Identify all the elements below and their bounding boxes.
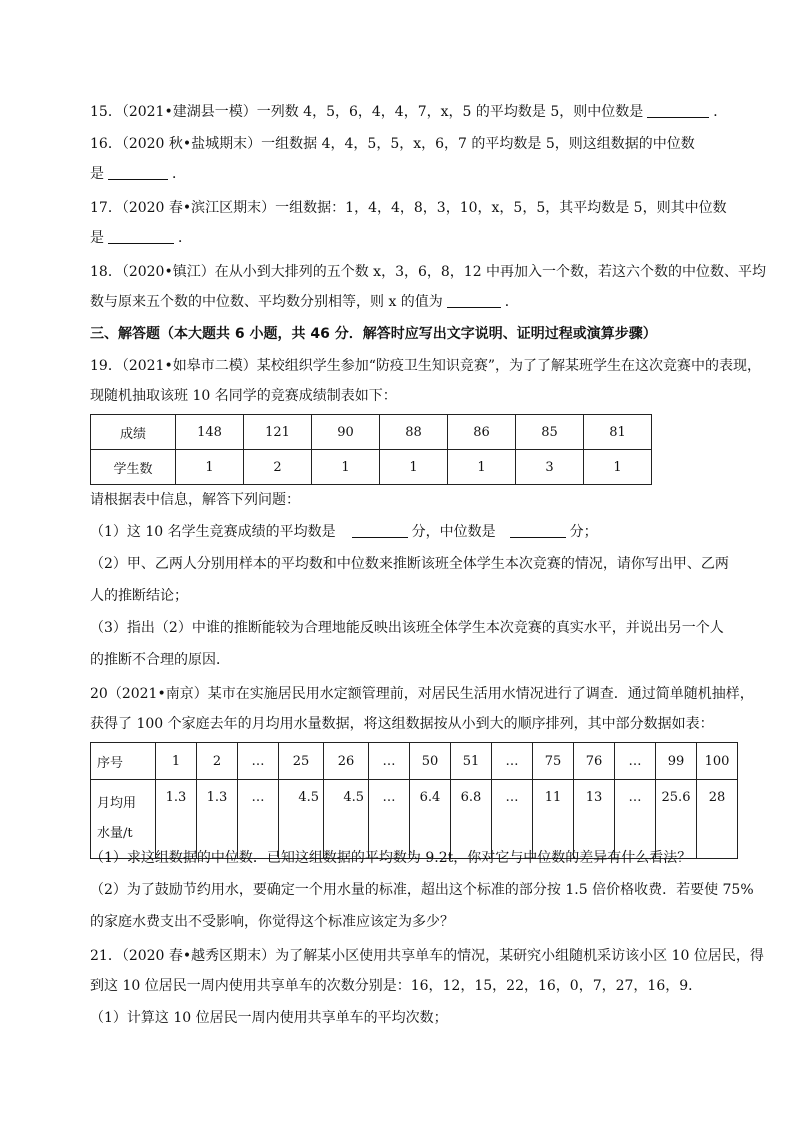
question-source: （2020 春•滨江区期末）	[121, 200, 276, 216]
question-20-part2: （2）为了鼓励节约用水，要确定一个用水量的标准，超出这个标准的部分按 1.5 倍价格收费．若要使 75%	[90, 882, 754, 898]
question-text: 某市在实施居民用水定额管理前，对居民生活用水情况进行了调查．通过简单随机抽样，	[207, 686, 754, 702]
question-source: （2021•如皋市二模）	[121, 358, 257, 374]
question-19-part3: （3）指出（2）中谁的推断能较为合理地能反映出该班全体学生本次竞赛的真实水平，并说出另一个人	[90, 620, 724, 636]
question-end: ．	[504, 294, 519, 310]
question-19-intro: 请根据表中信息，解答下列问题：	[90, 492, 300, 508]
answer-blank[interactable]	[352, 523, 408, 538]
answer-blank[interactable]	[108, 165, 168, 180]
question-text: 是	[90, 166, 104, 182]
question-source: （2020 春•越秀区期末）	[121, 948, 276, 964]
question-number: 19．	[90, 358, 122, 374]
question-15	[90, 102, 727, 122]
table-cell: 148	[176, 415, 244, 450]
header-text: 月均用	[97, 796, 137, 811]
question-source: （2020•镇江）	[121, 264, 215, 280]
table-cell: …	[369, 780, 410, 859]
question-20-part2-line2: 的家庭水费支出不受影响，你觉得这个标准应该定为多少？	[90, 914, 454, 930]
table-cell: 51	[451, 743, 492, 780]
question-20-line2: 获得了 100 个家庭去年的月均用水量数据，将这组数据按从小到大的顺序排列，其中部分数据如表：	[90, 716, 714, 732]
table-cell: 1.3	[197, 780, 238, 859]
table-row	[91, 415, 652, 450]
question-number: 16．	[90, 136, 122, 152]
question-source: （2020 秋•盐城期末）	[121, 136, 262, 152]
table-cell: 11	[533, 780, 574, 859]
question-17	[90, 198, 727, 218]
question-text: 一组数据 4，4，5，5，x，6，7 的平均数是 5，则这组数据的中位数	[261, 136, 695, 152]
table-cell: 26	[324, 743, 369, 780]
table-cell: 4.5	[279, 780, 324, 859]
table-cell: …	[238, 743, 279, 780]
question-number: 17．	[90, 200, 122, 216]
table-row	[91, 780, 738, 859]
table-cell: 3	[516, 450, 584, 485]
table-header-cell: 成绩	[91, 415, 176, 450]
question-18	[90, 262, 766, 282]
table-cell: 1	[176, 450, 244, 485]
question-source: （2021•建湖县一模）	[121, 104, 257, 120]
question-text: 分，中位数是	[411, 524, 496, 540]
table-row	[91, 743, 738, 780]
answer-blank[interactable]	[510, 523, 566, 538]
question-source: （2021•南京）	[107, 686, 208, 702]
table-cell: 50	[410, 743, 451, 780]
table-cell: 1	[156, 743, 197, 780]
question-21-part1: （1）计算这 10 位居民一周内使用共享单车的平均次数；	[90, 1010, 448, 1026]
table-cell: 100	[697, 743, 738, 780]
table-cell: …	[615, 780, 656, 859]
table-cell: 76	[574, 743, 615, 780]
question-17-line2	[90, 228, 192, 248]
question-20-part1: （1）求这组数据的中位数．已知这组数据的平均数为 9.2t，你对它与中位数的差异有什么看法？	[90, 850, 692, 866]
question-20	[90, 684, 754, 704]
table-cell: …	[238, 780, 279, 859]
table-cell: 1	[448, 450, 516, 485]
table-cell: 25	[279, 743, 324, 780]
table-header-cell	[91, 780, 156, 859]
table-cell: 4.5	[324, 780, 369, 859]
table-cell: …	[492, 743, 533, 780]
question-number: 15．	[90, 104, 122, 120]
question-18-line2	[90, 292, 519, 312]
table-cell: 13	[574, 780, 615, 859]
table-cell: 75	[533, 743, 574, 780]
table-cell: 28	[697, 780, 738, 859]
question-21	[90, 946, 764, 966]
header-text: 水量/t	[97, 826, 133, 841]
table-cell: 6.8	[451, 780, 492, 859]
answer-blank[interactable]	[108, 229, 174, 244]
table-header-cell: 序号	[91, 743, 156, 780]
question-text: 一列数 4，5，6，4，4，7，x，5 的平均数是 5，则中位数是	[256, 104, 644, 120]
table-cell: 99	[656, 743, 697, 780]
question-text: 一组数据：1，4，4，8，3，10，x，5，5，其平均数是 5，则其中位数	[275, 200, 727, 216]
question-number: 20	[90, 686, 108, 702]
table-cell: 1	[584, 450, 652, 485]
question-16	[90, 134, 695, 154]
question-text: 分；	[569, 524, 598, 540]
question-19-part2: （2）甲、乙两人分别用样本的平均数和中位数来推断该班全体学生本次竞赛的情况，请你写出甲、乙两	[90, 556, 729, 572]
question-text: 为了解某小区使用共享单车的情况，某研究小组随机采访该小区 10 位居民，得	[275, 948, 764, 964]
question-number: 18．	[90, 264, 122, 280]
table-cell: 121	[244, 415, 312, 450]
table-row	[91, 450, 652, 485]
table-cell: …	[615, 743, 656, 780]
table-cell: 1	[380, 450, 448, 485]
question-number: 21．	[90, 948, 122, 964]
table-cell: 85	[516, 415, 584, 450]
table-cell: 25.6	[656, 780, 697, 859]
question-19-part2-line2: 人的推断结论；	[90, 588, 188, 604]
table-cell: 2	[244, 450, 312, 485]
question-end: ．	[713, 104, 728, 120]
question-21-line2: 到这 10 位居民一周内使用共享单车的次数分别是：16，12，15，22，16，0，7，27，16，9．	[90, 978, 703, 994]
question-text: 在从小到大排列的五个数 x，3，6，8，12 中再加入一个数，若这六个数的中位数、平均	[214, 264, 767, 280]
section-heading: 三、解答题（本大题共 6 小题，共 46 分．解答时应写出文字说明、证明过程或演算步骤）	[90, 326, 657, 342]
question-end: ．	[172, 166, 186, 182]
score-table	[90, 414, 652, 485]
question-text: 是	[90, 230, 104, 246]
table-cell: 1.3	[156, 780, 197, 859]
table-cell: 90	[312, 415, 380, 450]
question-19	[90, 356, 761, 376]
table-cell: 88	[380, 415, 448, 450]
water-usage-table	[90, 742, 738, 859]
table-cell: 86	[448, 415, 516, 450]
question-text: （1）这 10 名学生竞赛成绩的平均数是	[90, 524, 336, 540]
table-cell: 6.4	[410, 780, 451, 859]
answer-blank[interactable]	[447, 293, 501, 308]
table-cell: 81	[584, 415, 652, 450]
question-end: ．	[178, 230, 192, 246]
table-cell: …	[492, 780, 533, 859]
table-cell: 1	[312, 450, 380, 485]
question-text: 数与原来五个数的中位数、平均数分别相等，则 x 的值为	[90, 294, 443, 310]
question-text: 某校组织学生参加“防疫卫生知识竞赛”，为了了解某班学生在这次竞赛中的表现，	[256, 358, 762, 374]
table-cell: 2	[197, 743, 238, 780]
question-19-part3-line2: 的推断不合理的原因．	[90, 652, 230, 668]
question-19-part1	[90, 522, 598, 542]
table-cell: …	[369, 743, 410, 780]
table-header-cell: 学生数	[91, 450, 176, 485]
answer-blank[interactable]	[647, 103, 709, 118]
question-19-line2: 现随机抽取该班 10 名同学的竞赛成绩制表如下：	[90, 388, 397, 404]
question-16-line2	[90, 164, 186, 184]
